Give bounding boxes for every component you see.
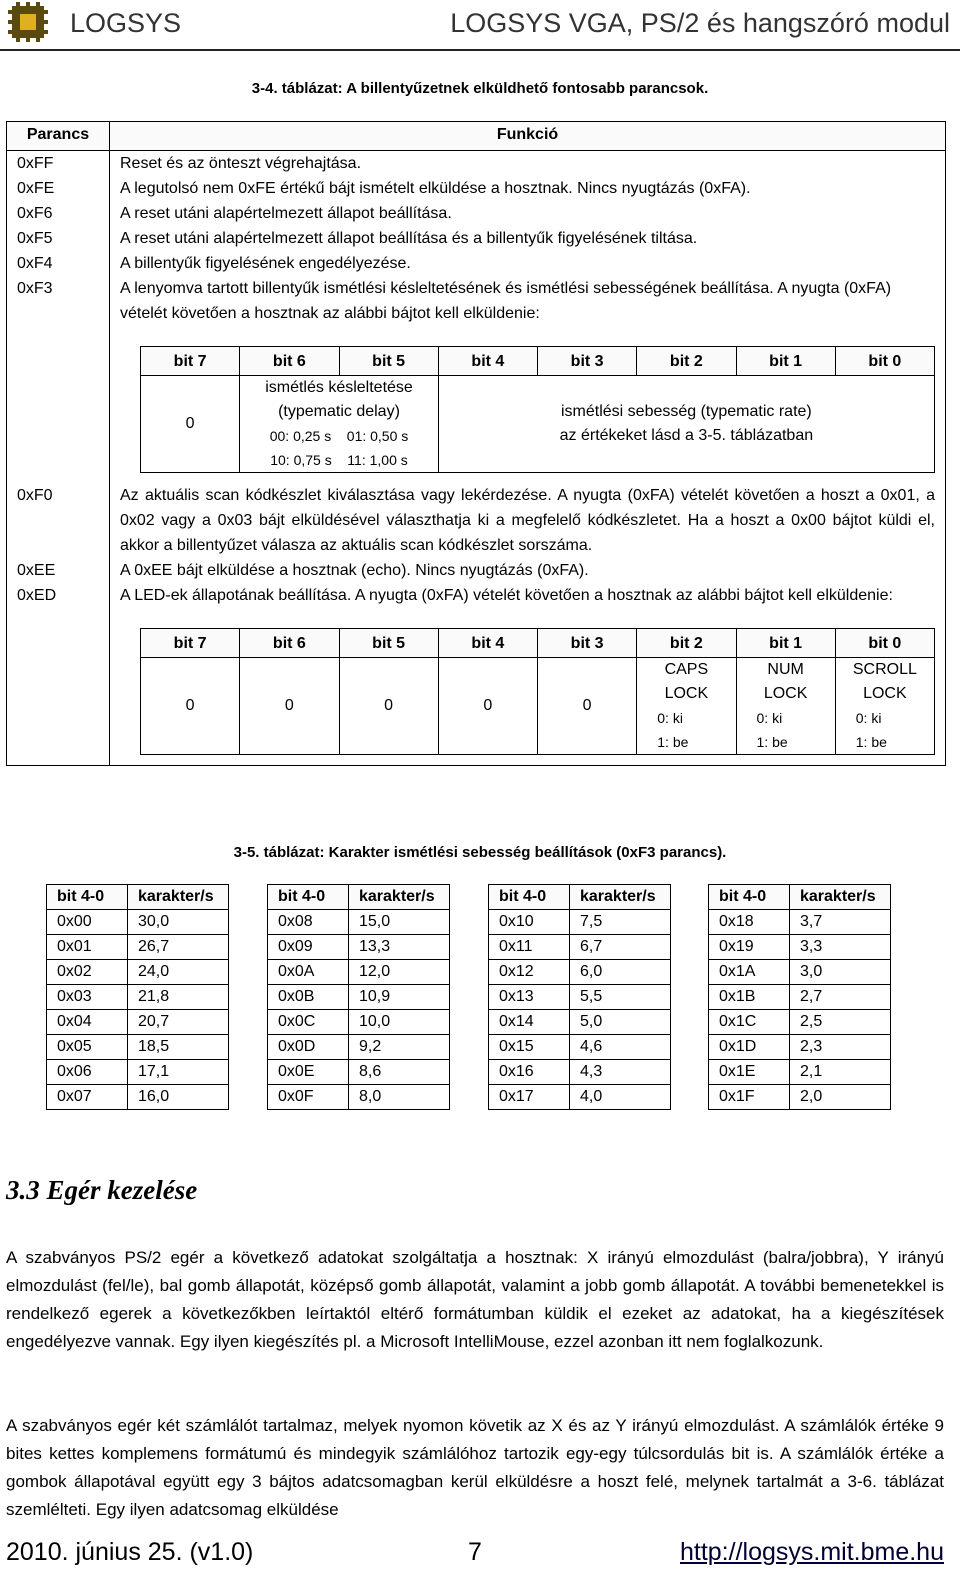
bit-header: bit 7 bbox=[141, 347, 240, 376]
table-row bbox=[489, 935, 671, 960]
typematic-rate-cell bbox=[438, 376, 934, 473]
bit-code: 0x09 bbox=[268, 935, 349, 960]
bit-value: 0 bbox=[538, 658, 637, 755]
table-row bbox=[47, 1085, 229, 1110]
bit-code: 0x11 bbox=[489, 935, 570, 960]
bit-value: 0 bbox=[438, 658, 537, 755]
led-name: LOCK bbox=[763, 685, 808, 702]
table-row bbox=[7, 251, 946, 276]
table-row bbox=[268, 910, 450, 935]
bit-code: 0x04 bbox=[47, 1010, 128, 1035]
bit-code: 0x1E bbox=[709, 1060, 790, 1085]
typematic-delay-cell bbox=[240, 376, 439, 473]
led-on: 1: be bbox=[657, 734, 689, 750]
table-row bbox=[489, 1060, 671, 1085]
bit-code: 0x02 bbox=[47, 960, 128, 985]
col-header-bits: bit 4-0 bbox=[268, 885, 349, 910]
led-off: 0: ki bbox=[756, 710, 783, 726]
command-code: 0xF5 bbox=[7, 226, 110, 251]
rate-value: 4,6 bbox=[570, 1035, 671, 1060]
rate-table-4 bbox=[708, 884, 891, 1110]
rate-value: 2,3 bbox=[790, 1035, 891, 1060]
rate-value: 24,0 bbox=[128, 960, 229, 985]
rate-table-1 bbox=[46, 884, 229, 1110]
bit-header: bit 0 bbox=[835, 629, 934, 658]
bit-header: bit 1 bbox=[736, 629, 835, 658]
table-row bbox=[709, 1010, 891, 1035]
header-left-title: LOGSYS bbox=[70, 8, 182, 38]
bit-code: 0x0B bbox=[268, 985, 349, 1010]
table-row bbox=[268, 935, 450, 960]
bit-code: 0x03 bbox=[47, 985, 128, 1010]
command-description-cell bbox=[110, 583, 946, 766]
led-name: NUM bbox=[767, 661, 804, 678]
bit-code: 0x17 bbox=[489, 1085, 570, 1110]
col-header-bits: bit 4-0 bbox=[47, 885, 128, 910]
footer-date: 2010. június 25. (v1.0) bbox=[6, 1538, 254, 1566]
led-name: SCROLL bbox=[852, 661, 917, 678]
rate-value: 4,0 bbox=[570, 1085, 671, 1110]
delay-option: 01: 0,50 s bbox=[346, 428, 409, 444]
ed-bit-table bbox=[140, 628, 935, 755]
bit-header: bit 5 bbox=[339, 629, 438, 658]
table-row bbox=[709, 960, 891, 985]
col-header-rate: karakter/s bbox=[349, 885, 450, 910]
command-description: A reset utáni alapértelmezett állapot beállítása. bbox=[110, 201, 946, 226]
led-name: LOCK bbox=[863, 685, 907, 702]
command-description: Reset és az önteszt végrehajtása. bbox=[110, 151, 946, 177]
command-description: A billentyűk figyelésének engedélyezése. bbox=[110, 251, 946, 276]
table-row bbox=[489, 910, 671, 935]
logsys-logo-icon bbox=[8, 2, 48, 42]
bit-code: 0x01 bbox=[47, 935, 128, 960]
num-lock-cell bbox=[736, 658, 835, 755]
bit-value: 0 bbox=[141, 658, 240, 755]
command-code: 0xF4 bbox=[7, 251, 110, 276]
command-description: A LED-ek állapotának beállítása. A nyugta (0xFA) vételét követően a hosztnak az alábbi bájtot kell elküldenie: bbox=[120, 587, 893, 604]
table-row bbox=[268, 1010, 450, 1035]
rate-value: 2,5 bbox=[790, 1010, 891, 1035]
col-header-bits: bit 4-0 bbox=[489, 885, 570, 910]
f3-bit-table bbox=[140, 346, 935, 473]
rate-value: 10,0 bbox=[349, 1010, 450, 1035]
rate-value: 6,7 bbox=[570, 935, 671, 960]
rate-value: 21,8 bbox=[128, 985, 229, 1010]
bit-code: 0x1A bbox=[709, 960, 790, 985]
rate-value: 5,5 bbox=[570, 985, 671, 1010]
table-row bbox=[47, 1010, 229, 1035]
bit-code: 0x13 bbox=[489, 985, 570, 1010]
rate-value: 17,1 bbox=[128, 1060, 229, 1085]
led-off: 0: ki bbox=[657, 710, 683, 726]
bit-header: bit 2 bbox=[637, 347, 736, 376]
col-header-command: Parancs bbox=[7, 122, 110, 151]
rate-value: 3,0 bbox=[790, 960, 891, 985]
rate-value: 10,9 bbox=[349, 985, 450, 1010]
table-row bbox=[709, 935, 891, 960]
delay-option: 11: 1,00 s bbox=[347, 452, 408, 468]
table-row bbox=[709, 1060, 891, 1085]
bit-code: 0x16 bbox=[489, 1060, 570, 1085]
page-number: 7 bbox=[468, 1538, 482, 1566]
table-row bbox=[268, 960, 450, 985]
command-description: A 0xEE bájt elküldése a hosztnak (echo). Nincs nyugtázás (0xFA). bbox=[110, 558, 946, 583]
delay-subtitle: (typematic delay) bbox=[278, 403, 400, 420]
bit-code: 0x00 bbox=[47, 910, 128, 935]
header-divider bbox=[0, 49, 960, 51]
paragraph: A szabványos PS/2 egér a következő adatokat szolgáltatja a hosztnak: X irányú elmozdulást (balra/jobbra), Y irányú elmozdulást (fel/le), bal gomb állapotát, középső gomb állapotát, valamint a jobb gomb állapotát. A további bemenetekkel is rendelkező egerek a következőkben leírtaktól eltérő formátumban küldik el ezeket az adatokat, ha a kiegészítések engedélyezve vannak. Egy ilyen kiegészítés pl. a Microsoft IntelliMouse, ezzel azonban itt nem foglalkozunk. bbox=[6, 1248, 944, 1351]
command-description-cell bbox=[110, 276, 946, 483]
table-row bbox=[709, 985, 891, 1010]
rate-value: 15,0 bbox=[349, 910, 450, 935]
command-description: A legutolsó nem 0xFE értékű bájt ismételt elküldése a hosztnak. Nincs nyugtázás (0xFA). bbox=[110, 176, 946, 201]
bit-header: bit 7 bbox=[141, 629, 240, 658]
bit-code: 0x06 bbox=[47, 1060, 128, 1085]
bit-header: bit 6 bbox=[240, 629, 339, 658]
command-code: 0xF6 bbox=[7, 201, 110, 226]
rate-table-3 bbox=[488, 884, 671, 1110]
command-description: Az aktuális scan kódkészlet kiválasztása vagy lekérdezése. A nyugta (0xFA) vételét követően a hoszt a 0x01, a 0x02 vagy a 0x03 bájt elküldésével választhatja ki a megfelelő kódkészletet. Ha a hoszt a 0x00 bájtot küldi el, akkor a billentyűzet válasza az aktuális scan kódkészlet sorszáma. bbox=[110, 483, 946, 558]
delay-option: 00: 0,25 s bbox=[269, 428, 332, 444]
bit-code: 0x15 bbox=[489, 1035, 570, 1060]
bit-code: 0x1C bbox=[709, 1010, 790, 1035]
bit-header: bit 4 bbox=[438, 347, 537, 376]
rate-value: 12,0 bbox=[349, 960, 450, 985]
table-row bbox=[47, 910, 229, 935]
rate-note: az értékeket lásd a 3-5. táblázatban bbox=[559, 427, 814, 444]
table1-caption: 3-4. táblázat: A billentyűzetnek elküldhető fontosabb parancsok. bbox=[251, 80, 709, 97]
led-on: 1: be bbox=[855, 734, 887, 750]
bit-header: bit 6 bbox=[240, 347, 339, 376]
rate-value: 16,0 bbox=[128, 1085, 229, 1110]
bit-code: 0x05 bbox=[47, 1035, 128, 1060]
bit-header: bit 4 bbox=[438, 629, 537, 658]
rate-value: 4,3 bbox=[570, 1060, 671, 1085]
table-row bbox=[7, 483, 946, 558]
rate-value: 13,3 bbox=[349, 935, 450, 960]
table-row bbox=[709, 1085, 891, 1110]
table-row bbox=[7, 583, 946, 766]
caps-lock-cell bbox=[637, 658, 736, 755]
bit7-value: 0 bbox=[141, 376, 240, 473]
command-description: A reset utáni alapértelmezett állapot beállítása és a billentyűk figyelésének tiltása. bbox=[110, 226, 946, 251]
rate-value: 8,0 bbox=[349, 1085, 450, 1110]
led-off: 0: ki bbox=[855, 710, 882, 726]
bit-value: 0 bbox=[240, 658, 339, 755]
bit-code: 0x0F bbox=[268, 1085, 349, 1110]
command-code: 0xEE bbox=[7, 558, 110, 583]
bit-value: 0 bbox=[339, 658, 438, 755]
rate-value: 30,0 bbox=[128, 910, 229, 935]
table-row bbox=[709, 910, 891, 935]
bit-header: bit 0 bbox=[835, 347, 934, 376]
command-code: 0xF0 bbox=[7, 483, 110, 558]
table-row bbox=[268, 1060, 450, 1085]
led-on: 1: be bbox=[756, 734, 788, 750]
footer-url-link[interactable]: http://logsys.mit.bme.hu bbox=[679, 1538, 944, 1566]
table-row bbox=[489, 985, 671, 1010]
rate-value: 2,0 bbox=[790, 1085, 891, 1110]
rate-value: 7,5 bbox=[570, 910, 671, 935]
table-row bbox=[709, 1035, 891, 1060]
table-row bbox=[47, 1035, 229, 1060]
table-row bbox=[7, 201, 946, 226]
bit-code: 0x1F bbox=[709, 1085, 790, 1110]
bit-header: bit 2 bbox=[637, 629, 736, 658]
table-row bbox=[47, 1060, 229, 1085]
delay-option: 10: 0,75 s bbox=[270, 452, 332, 468]
commands-table bbox=[6, 121, 946, 766]
bit-header: bit 3 bbox=[538, 629, 637, 658]
bit-code: 0x14 bbox=[489, 1010, 570, 1035]
col-header-rate: karakter/s bbox=[128, 885, 229, 910]
paragraph: A szabványos egér két számlálót tartalmaz, melyek nyomon követik az X és az Y irányú elmozdulást. A számlálók értéke 9 bites kettes komplemens formátumú és mindegyik számlálóhoz tartozik egy-egy túlcsordulás bit is. A számlálók értéke a gombok állapotával együtt egy 3 bájtos adatcsomagban kerül elküldésre a hoszt felé, melynek tartalmát a 3-6. táblázat szemlélteti. Egy ilyen adatcsomag elküldése bbox=[6, 1416, 944, 1519]
bit-code: 0x1B bbox=[709, 985, 790, 1010]
bit-code: 0x0A bbox=[268, 960, 349, 985]
delay-title: ismétlés késleltetése bbox=[265, 379, 413, 396]
rate-value: 18,5 bbox=[128, 1035, 229, 1060]
table-row bbox=[489, 1035, 671, 1060]
bit-code: 0x0D bbox=[268, 1035, 349, 1060]
led-name: CAPS bbox=[664, 661, 709, 678]
header-right-title: LOGSYS VGA, PS/2 és hangszóró modul bbox=[450, 8, 950, 38]
table-row bbox=[7, 276, 946, 483]
command-description: A lenyomva tartott billentyűk ismétlési késleltetésének és ismétlési sebességének beállítása. A nyugta (0xFA) vételét követően a hosztnak az alábbi bájtot kell elküldenie: bbox=[120, 280, 892, 322]
bit-header: bit 3 bbox=[538, 347, 637, 376]
table-row bbox=[47, 985, 229, 1010]
rate-value: 9,2 bbox=[349, 1035, 450, 1060]
rate-value: 8,6 bbox=[349, 1060, 450, 1085]
scroll-lock-cell bbox=[835, 658, 934, 755]
rate-value: 20,7 bbox=[128, 1010, 229, 1035]
bit-code: 0x18 bbox=[709, 910, 790, 935]
table-row bbox=[268, 1035, 450, 1060]
bit-header: bit 1 bbox=[736, 347, 835, 376]
col-header-bits: bit 4-0 bbox=[709, 885, 790, 910]
bit-code: 0x08 bbox=[268, 910, 349, 935]
col-header-rate: karakter/s bbox=[570, 885, 671, 910]
table-row bbox=[268, 985, 450, 1010]
rate-value: 2,1 bbox=[790, 1060, 891, 1085]
rate-value: 26,7 bbox=[128, 935, 229, 960]
command-code: 0xFF bbox=[7, 151, 110, 177]
command-code: 0xED bbox=[7, 583, 110, 766]
bit-code: 0x0C bbox=[268, 1010, 349, 1035]
rate-table-2 bbox=[267, 884, 450, 1110]
bit-header: bit 5 bbox=[339, 347, 438, 376]
table-row bbox=[47, 960, 229, 985]
rate-value: 3,7 bbox=[790, 910, 891, 935]
command-code: 0xFE bbox=[7, 176, 110, 201]
table-row bbox=[7, 558, 946, 583]
table2-caption: 3-5. táblázat: Karakter ismétlési sebesség beállítások (0xF3 parancs). bbox=[233, 844, 727, 861]
bit-code: 0x10 bbox=[489, 910, 570, 935]
bit-code: 0x1D bbox=[709, 1035, 790, 1060]
bit-code: 0x07 bbox=[47, 1085, 128, 1110]
section-heading: 3.3 Egér kezelése bbox=[6, 1175, 198, 1205]
table-row bbox=[268, 1085, 450, 1110]
bit-code: 0x12 bbox=[489, 960, 570, 985]
table-row bbox=[489, 1085, 671, 1110]
rate-value: 2,7 bbox=[790, 985, 891, 1010]
table-row bbox=[7, 151, 946, 177]
table-row bbox=[47, 935, 229, 960]
table-row bbox=[7, 226, 946, 251]
rate-title: ismétlési sebesség (typematic rate) bbox=[560, 403, 812, 420]
rate-value: 5,0 bbox=[570, 1010, 671, 1035]
col-header-rate: karakter/s bbox=[790, 885, 891, 910]
command-code: 0xF3 bbox=[7, 276, 110, 483]
table-row bbox=[489, 1010, 671, 1035]
led-name: LOCK bbox=[664, 685, 709, 702]
rate-value: 6,0 bbox=[570, 960, 671, 985]
col-header-function: Funkció bbox=[110, 122, 946, 151]
rate-value: 3,3 bbox=[790, 935, 891, 960]
bit-code: 0x19 bbox=[709, 935, 790, 960]
table-row bbox=[489, 960, 671, 985]
table-row bbox=[7, 176, 946, 201]
bit-code: 0x0E bbox=[268, 1060, 349, 1085]
